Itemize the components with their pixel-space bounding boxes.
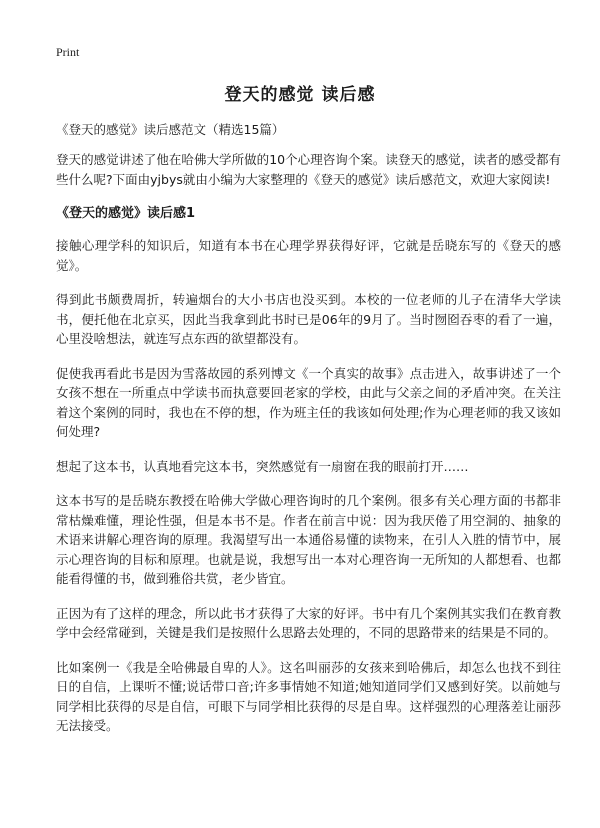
body-paragraph: 接触心理学科的知识后，知道有本书在心理学界获得好评，它就是岳晓东写的《登天的感觉》。 [56, 238, 561, 273]
body-paragraph: 促使我再看此书是因为雪落故园的系列博文《一个真实的故事》点击进入，故事讲述了一个女孩不想在一所重点中学读书而执意要回老家的学校，由此与父亲之间的矛盾冲突。在关注着这个案例的同时，我也在不停的想，作为班主任的我该如何处理;作为心理老师的我又该如何处理? [56, 365, 561, 439]
body-paragraph: 正因为有了这样的理念，所以此书才获得了大家的好评。书中有几个案例其实我们在教育教学中会经常碰到，关键是我们是按照什么思路去处理的，不同的思路带来的结果是不同的。 [56, 605, 561, 640]
body-paragraph: 得到此书颇费周折，转遍烟台的大小书店也没买到。本校的一位老师的儿子在清华大学读书，便托他在北京买，因此当我拿到此书时已是06年的9月了。当时囫囵吞枣的看了一遍，心里没啥想法，就连写点东西的欲望都没有。 [56, 292, 561, 346]
article-body [56, 150, 561, 751]
body-paragraph: 想起了这本书，认真地看完这本书，突然感觉有一扇窗在我的眼前打开…… [56, 458, 469, 474]
article-subtitle: 《登天的感觉》读后感范文（精选15篇） [56, 122, 285, 137]
section-heading: 《登天的感觉》读后感1 [56, 206, 196, 221]
page-title: 登天的感觉 读后感 [224, 85, 376, 105]
print-link[interactable]: Print [56, 45, 80, 59]
body-paragraph: 这本书写的是岳晓东教授在哈佛大学做心理咨询时的几个案例。很多有关心理方面的书都非常枯燥难懂，理论性强，但是本书不是。作者在前言中说：因为我厌倦了用空洞的、抽象的术语来讲解心理咨询的原理。我渴望写出一本通俗易懂的读物来，在引人入胜的情节中，展示心理咨询的目标和原理。也就是说，我想写出一本对心理咨询一无所知的人都想看、也都能看得懂的书，做到雅俗共赏，老少皆宜。 [56, 493, 561, 586]
body-paragraph: 比如案例一《我是全哈佛最自卑的人》。这名叫丽莎的女孩来到哈佛后，却怎么也找不到往日的自信，上课听不懂;说话带口音;许多事情她不知道;她知道同学们又感到好笑。以前她与同学相比获得的尽是自信，可眼下与同学相比获得的尽是自卑。这样强烈的心理落差让丽莎无法接受。 [56, 659, 561, 733]
intro-paragraph: 登天的感觉讲述了他在哈佛大学所做的10个心理咨询个案。读登天的感觉，读者的感受都有些什么呢?下面由yjbys就由小编为大家整理的《登天的感觉》读后感范文，欢迎大家阅读! [56, 152, 561, 187]
